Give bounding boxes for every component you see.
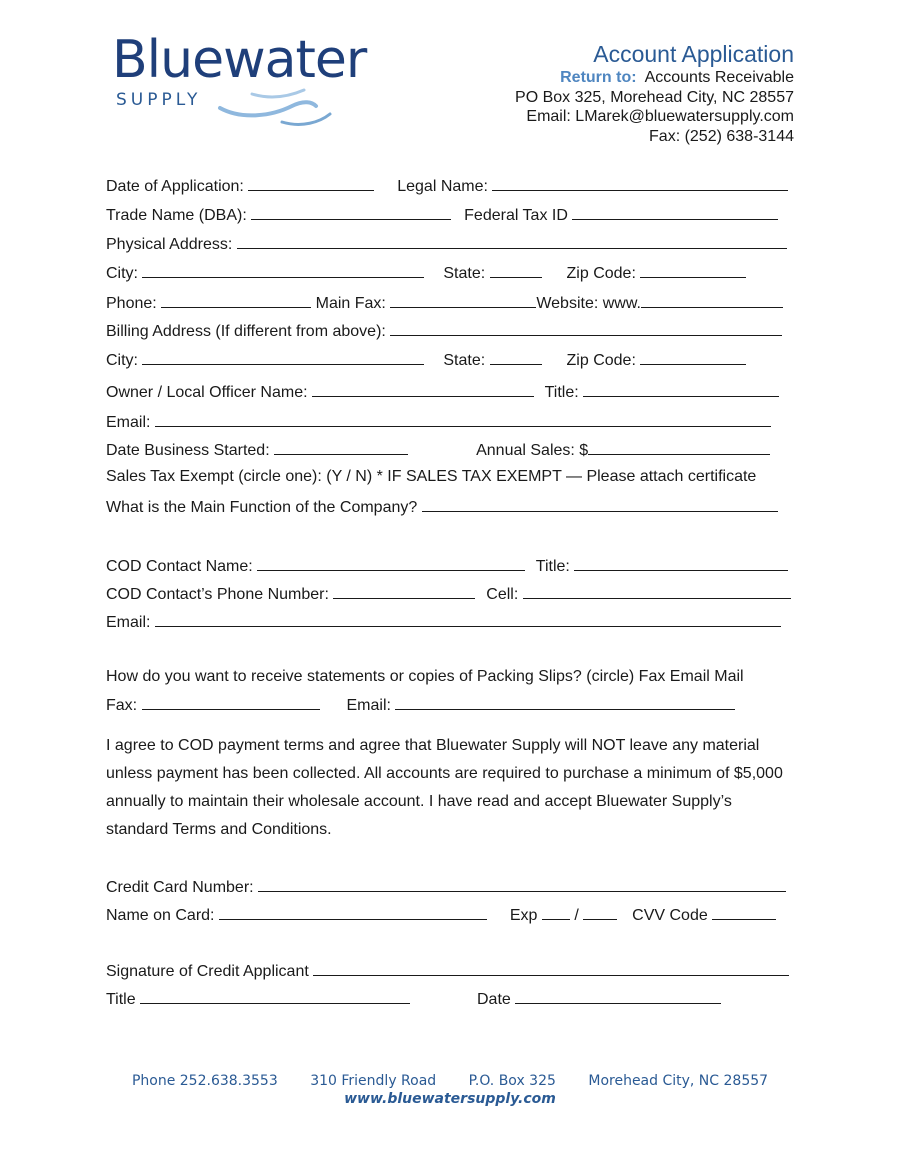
return-label: Return to: [560, 69, 637, 86]
row-city-1 [106, 263, 746, 283]
physical-address-label: Physical Address: [106, 236, 233, 253]
return-value: Accounts Receivable [644, 69, 794, 86]
row-signature [106, 961, 789, 981]
footer-city: Morehead City, NC 28557 [588, 1073, 769, 1089]
cod-email-field[interactable] [155, 612, 781, 627]
legal-name-field[interactable] [492, 176, 788, 191]
credit-card-label: Credit Card Number: [106, 879, 254, 896]
sig-date-label: Date [477, 991, 511, 1008]
row-stmt-fax-email [106, 695, 735, 715]
annual-sales-field[interactable] [588, 440, 770, 455]
exp-year-field[interactable] [583, 905, 617, 920]
logo-wordmark: Bluewater [112, 30, 367, 90]
row-tax-exempt: Sales Tax Exempt (circle one): (Y / N) * IF SALES TAX EXEMPT — Please attach certificate [106, 468, 757, 485]
footer-phone: Phone 252.638.3553 [131, 1073, 278, 1089]
exp-slash: / [574, 907, 579, 924]
main-fax-field[interactable] [390, 293, 536, 308]
name-card-field[interactable] [219, 905, 487, 920]
zip-field[interactable] [640, 263, 746, 278]
cod-name-label: COD Contact Name: [106, 558, 253, 575]
email-label: Email: [106, 414, 151, 431]
zip-label: Zip Code: [566, 265, 636, 282]
row-billing [106, 321, 782, 341]
header-address: PO Box 325, Morehead City, NC 28557 [515, 88, 794, 106]
wave-icon [212, 86, 342, 130]
cod-title-label: Title: [535, 558, 570, 575]
row-name-card [106, 905, 776, 925]
row-physical [106, 234, 787, 254]
return-to-line [515, 68, 794, 88]
date-started-field[interactable] [274, 440, 408, 455]
cod-name-field[interactable] [257, 556, 525, 571]
credit-card-field[interactable] [258, 877, 786, 892]
form-title: Account Application [593, 41, 794, 67]
footer-pobox: P.O. Box 325 [468, 1073, 556, 1089]
stmt-fax-label: Fax: [106, 697, 138, 714]
company-logo [112, 30, 372, 134]
cell-field[interactable] [523, 584, 791, 599]
trade-name-label: Trade Name (DBA): [106, 207, 247, 224]
main-function-field[interactable] [422, 497, 778, 512]
cod-phone-field[interactable] [333, 584, 475, 599]
header-email: Email: LMarek@bluewatersupply.com [526, 108, 794, 125]
annual-sales-label: Annual Sales: $ [476, 442, 589, 459]
header-block [515, 40, 794, 146]
stmt-email-label: Email: [346, 697, 391, 714]
main-function-label: What is the Main Function of the Company? [106, 499, 418, 516]
billing-city-label: City: [106, 352, 138, 369]
agreement-paragraph: I agree to COD payment terms and agree that Bluewater Supply will NOT leave any material unless payment has been collected. All accounts are required to purchase a minimum of $5,000 annually to maintain their wholesale account. I have read and accept Bluewater Supply’s standard Terms and Conditions. [106, 737, 783, 838]
state-label: State: [443, 265, 486, 282]
billing-state-field[interactable] [490, 350, 542, 365]
footer-street: 310 Friendly Road [310, 1073, 437, 1089]
row-trade-tax [106, 205, 778, 225]
cod-phone-label: COD Contact’s Phone Number: [106, 586, 329, 603]
exp-month-field[interactable] [542, 905, 570, 920]
header-fax: Fax: (252) 638-3144 [649, 127, 794, 145]
date-application-label: Date of Application: [106, 178, 244, 195]
physical-address-field[interactable] [237, 234, 787, 249]
row-phone [106, 293, 783, 313]
row-date-legal [106, 176, 788, 196]
federal-tax-label: Federal Tax ID [464, 207, 568, 224]
owner-name-field[interactable] [312, 382, 534, 397]
signature-label: Signature of Credit Applicant [106, 963, 309, 980]
state-field[interactable] [490, 263, 542, 278]
billing-state-label: State: [443, 352, 486, 369]
signature-field[interactable] [313, 961, 789, 976]
row-sig-title-date [106, 989, 721, 1009]
owner-title-label: Title: [544, 384, 579, 401]
date-started-label: Date Business Started: [106, 442, 270, 459]
trade-name-field[interactable] [251, 205, 451, 220]
city-field[interactable] [142, 263, 424, 278]
row-main-function [106, 497, 778, 517]
row-cod-name [106, 556, 788, 576]
stmt-email-field[interactable] [395, 695, 735, 710]
phone-label: Phone: [106, 295, 157, 312]
owner-name-label: Owner / Local Officer Name: [106, 384, 308, 401]
exp-label: Exp [509, 907, 538, 924]
sig-title-field[interactable] [140, 989, 410, 1004]
owner-title-field[interactable] [583, 382, 779, 397]
email-field[interactable] [155, 412, 771, 427]
logo-subtitle: SUPPLY [116, 90, 202, 110]
cell-label: Cell: [486, 586, 519, 603]
website-field[interactable] [641, 293, 783, 308]
cvv-label: CVV Code [632, 907, 708, 924]
row-date-started [106, 440, 770, 460]
billing-city-field[interactable] [142, 350, 424, 365]
cod-title-field[interactable] [574, 556, 788, 571]
row-email-1 [106, 412, 771, 432]
footer-website-link[interactable]: www.bluewatersupply.com [344, 1091, 556, 1107]
billing-zip-label: Zip Code: [566, 352, 636, 369]
stmt-fax-field[interactable] [142, 695, 320, 710]
billing-zip-field[interactable] [640, 350, 746, 365]
website-label: Website: www. [536, 295, 641, 312]
row-owner [106, 382, 779, 402]
row-city-2 [106, 350, 746, 370]
row-cod-phone [106, 584, 791, 604]
main-fax-label: Main Fax: [315, 295, 386, 312]
cvv-field[interactable] [712, 905, 776, 920]
row-statements: How do you want to receive statements or copies of Packing Slips? (circle) Fax Email Mail [106, 668, 744, 685]
row-credit-card [106, 877, 786, 897]
billing-address-label: Billing Address (If different from above): [106, 323, 386, 340]
federal-tax-field[interactable] [572, 205, 778, 220]
footer-contact-row [0, 1073, 900, 1089]
legal-name-label: Legal Name: [397, 178, 488, 195]
sig-title-label: Title [106, 991, 136, 1008]
name-card-label: Name on Card: [106, 907, 215, 924]
row-cod-email [106, 612, 781, 632]
billing-address-field[interactable] [390, 321, 782, 336]
city-label: City: [106, 265, 138, 282]
cod-email-label: Email: [106, 614, 151, 631]
footer [0, 1073, 900, 1107]
phone-field[interactable] [161, 293, 311, 308]
sig-date-field[interactable] [515, 989, 721, 1004]
date-application-field[interactable] [248, 176, 374, 191]
